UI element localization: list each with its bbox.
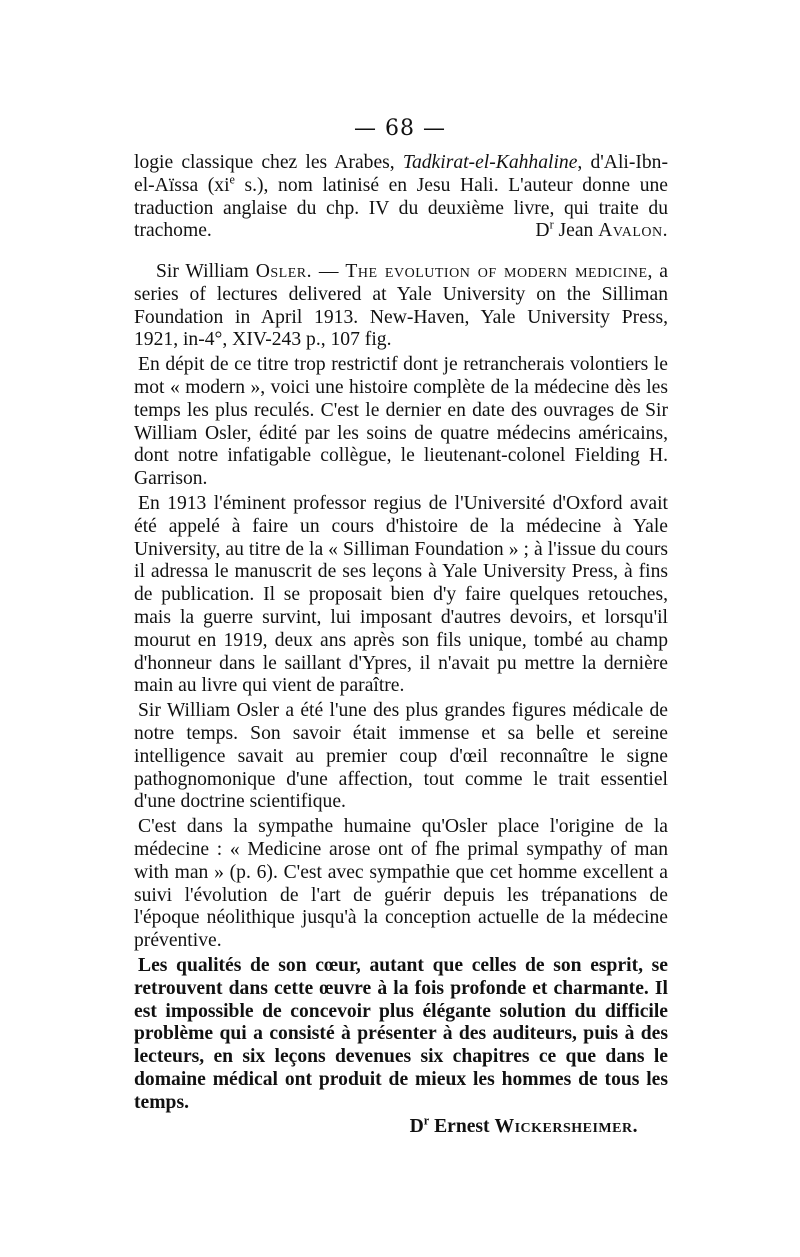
text-run: logie classique chez les Arabes, <box>134 152 403 173</box>
text-run: , d'Ali-Ibn-el-Aïssa (xi <box>134 152 668 196</box>
citation: , a series of lectures delivered at Yale University on the Silliman Foundation in April 1913. New-Haven, Yale University Press, 1921, in-4°, XIV-243 p., 107 fig. <box>134 261 668 351</box>
body-paragraph: En dépit de ce titre trop restrictif dont je retrancherais volontiers le mot « modern », voici une histoire complète de la médecine dès les temps les plus reculés. C'est le dernier en date des ouvrages de Sir William Osler, édité par les soins de quatre médecins américains, dont notre infatigable collègue, le lieutenant-colonel Fielding H. Garrison. <box>134 354 668 490</box>
superscript: r <box>423 1113 430 1128</box>
review-osler <box>134 261 668 1139</box>
signature-name: Jean <box>553 220 599 242</box>
signature-name: Ernest <box>429 1116 495 1138</box>
body-paragraph: En 1913 l'éminent professor regius de l'Université d'Oxford avait été appelé à faire un cours d'histoire de la médecine à Yale University, au titre de la « Silliman Foundation » ; à l'issue du cours il adressa le manuscrit de ses leçons à Yale University Press, à fins de publication. Il se proposait bien d'y faire quelques retouches, mais la guerre survint, lui imposant d'autres devoirs, et lorsqu'il mourut en 1919, deux ans après son fils unique, tombé au champ d'honneur dans le saillant d'Ypres, il n'avait pu mettre la dernière main au livre qui vient de paraître. <box>134 492 668 697</box>
signature-title: D <box>535 220 550 242</box>
superscript: e <box>229 172 235 187</box>
review-previous-tail <box>134 152 668 243</box>
body-paragraph: Sir William Osler a été l'une des plus grandes figures médicale de notre temps. Son savoir était immense et sa belle et sereine intelligence savait au premier coup d'œil reconnaître le signe pathognomonique d'une affection, tout comme le trait essentiel d'une doctrine scientifique. <box>134 700 668 813</box>
body-paragraph: C'est dans la sympathe humaine qu'Osler place l'origine de la médecine : « Medicine arose ont of fhe primal sympathy of man with man » (p. 6). C'est avec sympathie que cet homme excellent a suivi l'évolution de l'art de guérir depuis les trépanations de l'époque néolithique jusqu'à la conception actuelle de la médecine préventive. <box>134 816 668 952</box>
signature-title: D <box>409 1116 424 1138</box>
page-number: — 68 — <box>354 116 446 141</box>
signature-surname: Wickersheimer. <box>494 1116 638 1138</box>
review-heading <box>134 261 668 352</box>
author-surname: Osler. <box>255 261 313 282</box>
signature <box>134 1113 668 1139</box>
signature-inline <box>535 217 668 243</box>
author-name: Sir William <box>156 261 256 282</box>
review-previous-paragraph <box>134 152 668 243</box>
superscript: r <box>549 217 554 232</box>
signature-surname: Avalon. <box>598 220 668 242</box>
body-paragraph: Les qualités de son cœur, autant que celles de son esprit, se retrouvent dans cette œuvre à la fois profonde et charmante. Il est impossible de concevoir plus élégante solution du difficile problème qui a consisté à présenter à des auditeurs, puis à des lecteurs, en six leçons devenues six chapitres ce que dans le domaine médical ont produit de mieux les hommes de tous les temps. <box>134 954 668 1113</box>
text-run: s.), nom latinisé en Jesu Hali. L'auteur donne une traduction anglaise du chp. IV du deuxième livre, qui traite du trachome. <box>134 174 668 242</box>
book-title: The evolution of modern medicine <box>345 261 648 282</box>
book-title: Tadkirat-el-Kahhaline <box>402 152 578 173</box>
dash: — <box>312 261 346 282</box>
